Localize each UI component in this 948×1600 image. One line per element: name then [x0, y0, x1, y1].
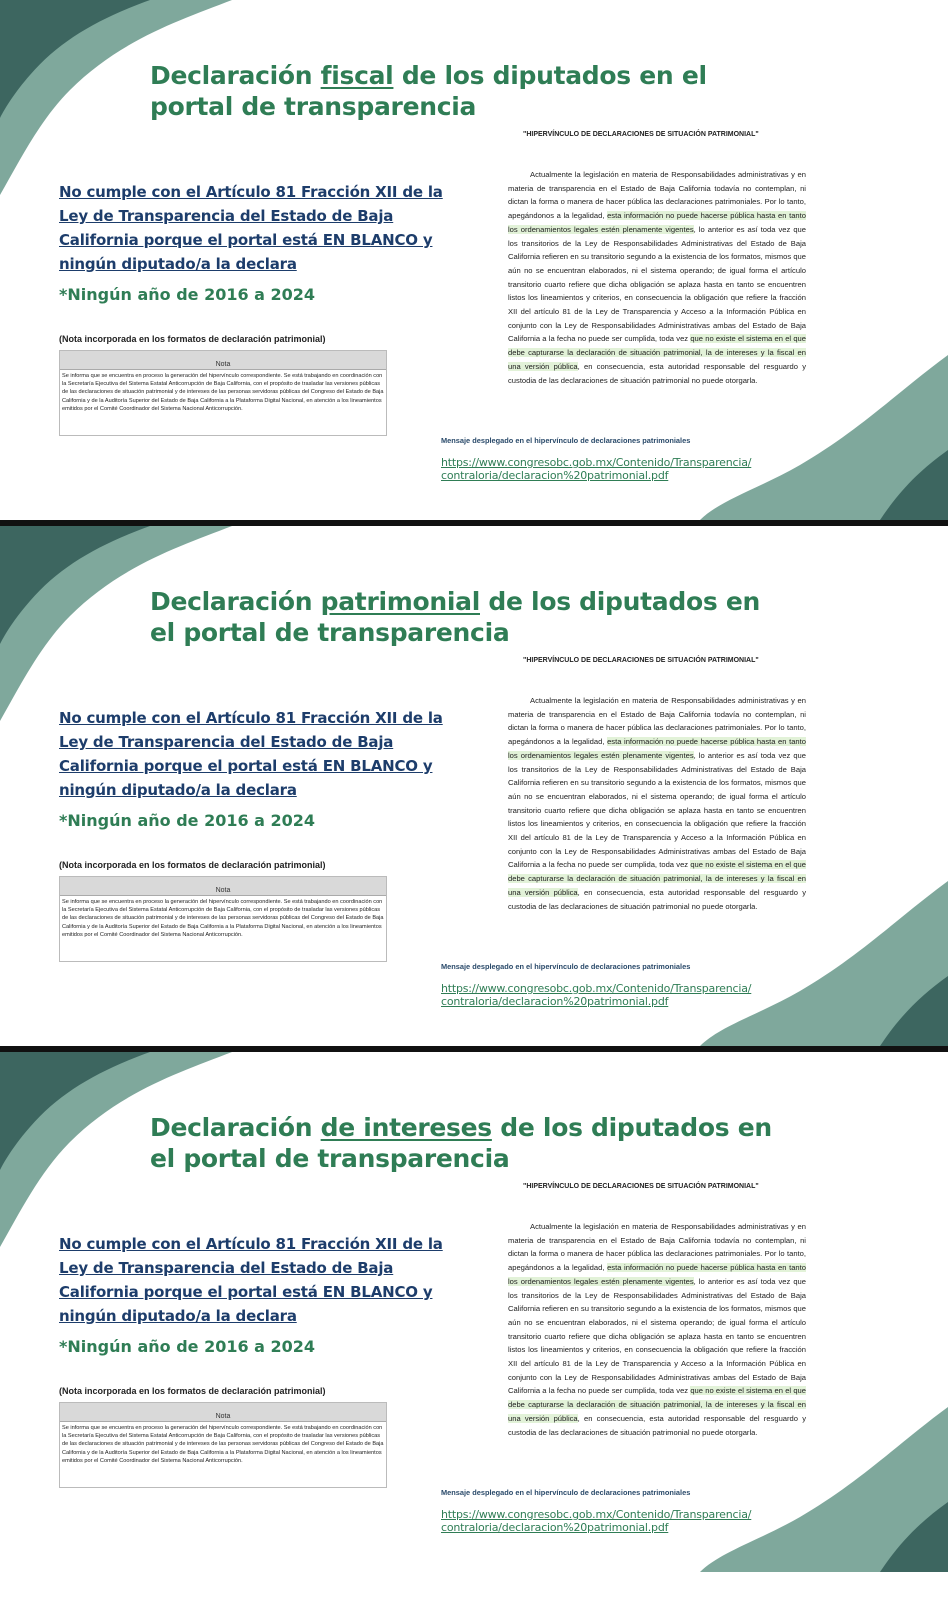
- legal-text-part: Actualmente la legislación en materia de Responsabilidades administrativas y en materia de transparencia en el Estado de Baja California todavía no contemplan, ni dictan la forma o manera de hacer pública las declaraciones patrimoniales. Por lo tanto, apegándonos a la legalidad,: [508, 696, 806, 747]
- legal-highlight: esta información no puede hacerse pública hasta en tanto los ordenamientos legales estén plenamente vigentes: [508, 1263, 806, 1286]
- title-suffix: de los diputados en el portal de transparencia: [150, 587, 760, 647]
- legal-text-part: , lo anterior es así toda vez que los transitorios de la Ley de Responsabilidades Administrativas del Estado de Baja California refieren en su transitorio segundo a la existencia de los formatos, mismos que aún no se encuentran elaborados, ni el sistema operando; de igual forma el artículo transitorio cuarto refiere que dicha obligación se aplaza hasta en tanto se encuentren listos los lineamientos y criterios, en consecuencia la obligación que refiere la fracción XII del artículo 81 de la Ley de Transparencia y Acceso a la Información Pública en conjunto con la Ley de Responsabilidades Administrativas ambas del Estado de Baja California a la fecha no puede ser cumplida, toda vez: [508, 224, 807, 344]
- legal-text: [508, 1220, 806, 1439]
- legal-text-part: , en consecuencia, esta autoridad responsable del resguardo y custodia de las declaraciones de situación patrimonial no puede otorgarla.: [508, 361, 807, 385]
- note-caption: (Nota incorporada en los formatos de declaración patrimonial): [59, 860, 326, 870]
- legal-highlight: esta información no puede hacerse pública hasta en tanto los ordenamientos legales estén plenamente vigentes: [508, 737, 806, 760]
- note-body: Se informa que se encuentra en proceso la generación del hipervínculo correspondiente. Se está trabajando en coordinación con la Secretaría Ejecutiva del Sistema Estatal Anticorrupción de Baja California, con el propósito de trasladar las versiones públicas de las declaraciones de situación patrimonial y de intereses de las personas servidoras públicas del Congreso del Estado de Baja California y de la Auditoría Superior del Estado de Baja California a la Plataforma Digital Nacional, en atención a los lineamientos emitidos por el Comité Coordinador del Sistema Nacional Anticorrupción.: [62, 1425, 384, 1464]
- legal-text-part: Actualmente la legislación en materia de Responsabilidades administrativas y en materia de transparencia en el Estado de Baja California todavía no contemplan, ni dictan la forma o manera de hacer pública las declaraciones patrimoniales. Por lo tanto, apegándonos a la legalidad,: [508, 1222, 806, 1273]
- note-body: Se informa que se encuentra en proceso la generación del hipervínculo correspondiente. Se está trabajando en coordinación con la Secretaría Ejecutiva del Sistema Estatal Anticorrupción de Baja California, con el propósito de trasladar las versiones públicas de las declaraciones de situación patrimonial y de intereses de las personas servidoras públicas del Congreso del Estado de Baja California y de la Auditoría Superior del Estado de Baja California a la Plataforma Digital Nacional, en atención a los lineamientos emitidos por el Comité Coordinador del Sistema Nacional Anticorrupción.: [62, 899, 384, 938]
- hyperlink-section-title: "HIPERVÍNCULO DE DECLARACIONES DE SITUACIÓN PATRIMONIAL": [523, 131, 759, 138]
- declaration-link[interactable]: https://www.congresobc.gob.mx/Contenido/Transparencia/ contraloria/declaracion%20patrimonial.pdf: [441, 456, 752, 482]
- note-header: Nota: [60, 877, 386, 896]
- hyperlink-section-title: "HIPERVÍNCULO DE DECLARACIONES DE SITUACIÓN PATRIMONIAL": [523, 1183, 759, 1190]
- title-suffix: de los diputados en el portal de transparencia: [150, 1113, 772, 1173]
- years-note: *Ningún año de 2016 a 2024: [59, 811, 316, 830]
- note-caption: (Nota incorporada en los formatos de declaración patrimonial): [59, 1386, 326, 1396]
- message-caption: Mensaje desplegado en el hipervínculo de declaraciones patrimoniales: [441, 1488, 691, 1497]
- slide-3: [0, 1052, 948, 1600]
- legal-text-part: , en consecuencia, esta autoridad responsable del resguardo y custodia de las declaraciones de situación patrimonial no puede otorgarla.: [508, 1413, 807, 1437]
- title-prefix: Declaración: [150, 1113, 321, 1142]
- slide-1: [0, 0, 948, 520]
- legal-text: [508, 168, 806, 387]
- legal-text-part: Actualmente la legislación en materia de Responsabilidades administrativas y en materia de transparencia en el Estado de Baja California todavía no contemplan, ni dictan la forma o manera de hacer pública las declaraciones patrimoniales. Por lo tanto, apegándonos a la legalidad,: [508, 170, 806, 221]
- years-note: *Ningún año de 2016 a 2024: [59, 1337, 316, 1356]
- slide-2: [0, 526, 948, 1046]
- slide-title: [150, 1112, 790, 1174]
- note-box: [59, 1402, 387, 1488]
- declaration-link[interactable]: https://www.congresobc.gob.mx/Contenido/Transparencia/ contraloria/declaracion%20patrimonial.pdf: [441, 982, 752, 1008]
- note-body: Se informa que se encuentra en proceso la generación del hipervínculo correspondiente. Se está trabajando en coordinación con la Secretaría Ejecutiva del Sistema Estatal Anticorrupción de Baja California, con el propósito de trasladar las versiones públicas de las declaraciones de situación patrimonial y de intereses de las personas servidoras públicas del Congreso del Estado de Baja California y de la Auditoría Superior del Estado de Baja California a la Plataforma Digital Nacional, en atención a los lineamientos emitidos por el Comité Coordinador del Sistema Nacional Anticorrupción.: [62, 373, 384, 412]
- legal-highlight: esta información no puede hacerse pública hasta en tanto los ordenamientos legales estén plenamente vigentes: [508, 211, 806, 234]
- title-keyword: de intereses: [320, 1113, 492, 1142]
- noncompliance-claim: No cumple con el Artículo 81 Fracción XII de la Ley de Transparencia del Estado de Baja California porque el portal está EN BLANCO y ningún diputado/a la declara: [59, 1235, 443, 1325]
- hyperlink-section-title: "HIPERVÍNCULO DE DECLARACIONES DE SITUACIÓN PATRIMONIAL": [523, 657, 759, 664]
- slide-title: [150, 60, 790, 122]
- note-caption: (Nota incorporada en los formatos de declaración patrimonial): [59, 334, 326, 344]
- legal-highlight: que no existe el sistema en el que debe capturarse la declaración de situación patrimonial, la de intereses y la fiscal en una versión pública: [508, 1386, 807, 1423]
- legal-text-part: , en consecuencia, esta autoridad responsable del resguardo y custodia de las declaraciones de situación patrimonial no puede otorgarla.: [508, 887, 807, 911]
- message-caption: Mensaje desplegado en el hipervínculo de declaraciones patrimoniales: [441, 436, 691, 445]
- legal-highlight: que no existe el sistema en el que debe capturarse la declaración de situación patrimonial, la de intereses y la fiscal en una versión pública: [508, 860, 807, 897]
- title-suffix: de los diputados en el portal de transparencia: [150, 61, 707, 121]
- note-header: Nota: [60, 351, 386, 370]
- noncompliance-claim: No cumple con el Artículo 81 Fracción XII de la Ley de Transparencia del Estado de Baja California porque el portal está EN BLANCO y ningún diputado/a la declara: [59, 709, 443, 799]
- title-prefix: Declaración: [150, 587, 321, 616]
- legal-highlight: que no existe el sistema en el que debe capturarse la declaración de situación patrimonial, la de intereses y la fiscal en una versión pública: [508, 334, 807, 371]
- declaration-link[interactable]: https://www.congresobc.gob.mx/Contenido/Transparencia/ contraloria/declaracion%20patrimonial.pdf: [441, 1508, 752, 1534]
- legal-text: [508, 694, 806, 913]
- note-box: [59, 876, 387, 962]
- message-caption: Mensaje desplegado en el hipervínculo de declaraciones patrimoniales: [441, 962, 691, 971]
- legal-text-part: , lo anterior es así toda vez que los transitorios de la Ley de Responsabilidades Administrativas del Estado de Baja California refieren en su transitorio segundo a la existencia de los formatos, mismos que aún no se encuentran elaborados, ni el sistema operando; de igual forma el artículo transitorio cuarto refiere que dicha obligación se aplaza hasta en tanto se encuentren listos los lineamientos y criterios, en consecuencia la obligación que refiere la fracción XII del artículo 81 de la Ley de Transparencia y Acceso a la Información Pública en conjunto con la Ley de Responsabilidades Administrativas ambas del Estado de Baja California a la fecha no puede ser cumplida, toda vez: [508, 750, 807, 870]
- legal-text-part: , lo anterior es así toda vez que los transitorios de la Ley de Responsabilidades Administrativas del Estado de Baja California refieren en su transitorio segundo a la existencia de los formatos, mismos que aún no se encuentran elaborados, ni el sistema operando; de igual forma el artículo transitorio cuarto refiere que dicha obligación se aplaza hasta en tanto se encuentren listos los lineamientos y criterios, en consecuencia la obligación que refiere la fracción XII del artículo 81 de la Ley de Transparencia y Acceso a la Información Pública en conjunto con la Ley de Responsabilidades Administrativas ambas del Estado de Baja California a la fecha no puede ser cumplida, toda vez: [508, 1276, 807, 1396]
- title-prefix: Declaración: [150, 61, 321, 90]
- years-note: *Ningún año de 2016 a 2024: [59, 285, 316, 304]
- title-keyword: patrimonial: [320, 587, 480, 616]
- title-keyword: fiscal: [320, 61, 394, 90]
- note-header: Nota: [60, 1403, 386, 1422]
- note-box: [59, 350, 387, 436]
- slide-title: [150, 586, 790, 648]
- noncompliance-claim: No cumple con el Artículo 81 Fracción XII de la Ley de Transparencia del Estado de Baja California porque el portal está EN BLANCO y ningún diputado/a la declara: [59, 183, 443, 273]
